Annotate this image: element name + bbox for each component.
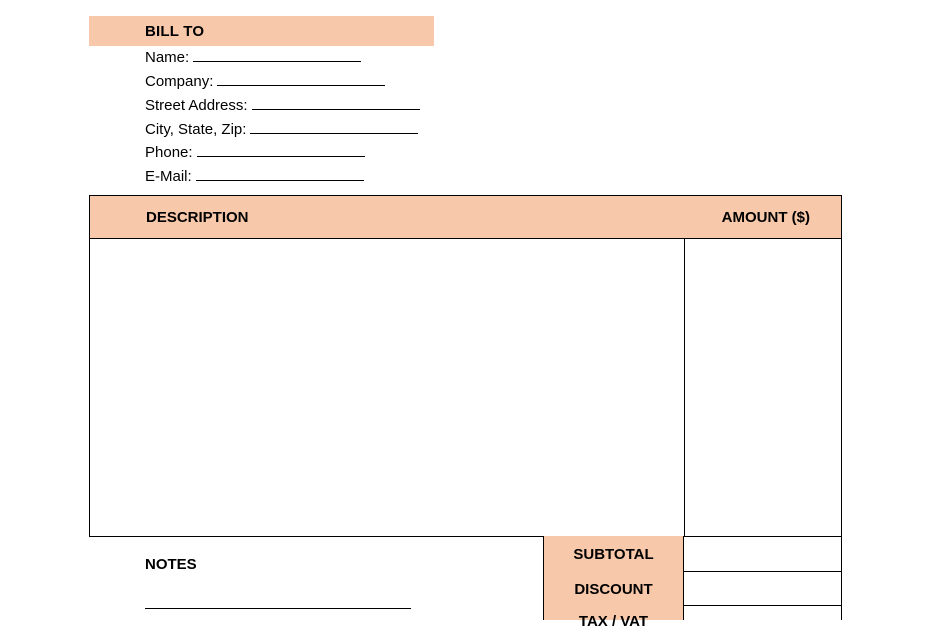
- tax-vat-value-cell[interactable]: [684, 606, 841, 626]
- city-state-zip-label: City, State, Zip:: [145, 121, 247, 138]
- totals-values-column: [684, 536, 842, 620]
- discount-value-cell[interactable]: [684, 572, 841, 606]
- bill-to-title: BILL TO: [145, 22, 205, 40]
- name-label: Name:: [145, 49, 190, 66]
- name-field: [145, 48, 361, 67]
- company-blank-line[interactable]: [217, 72, 385, 86]
- discount-label: DISCOUNT: [574, 581, 653, 598]
- company-field: [145, 72, 385, 91]
- subtotal-value-cell[interactable]: [684, 536, 841, 572]
- email-field: [145, 167, 364, 186]
- items-table-header: [90, 196, 841, 239]
- amount-header: AMOUNT ($): [721, 209, 810, 226]
- bill-to-header: [89, 16, 434, 46]
- phone-field: [145, 143, 365, 162]
- phone-blank-line[interactable]: [197, 143, 365, 157]
- tax-vat-label: TAX / VAT: [578, 613, 649, 630]
- phone-label: Phone:: [145, 144, 193, 161]
- items-table-column-divider: [684, 238, 685, 536]
- name-blank-line[interactable]: [193, 48, 361, 62]
- city-state-zip-field: [145, 120, 418, 139]
- notes-label: NOTES: [145, 556, 197, 573]
- street-address-blank-line[interactable]: [252, 96, 420, 110]
- email-blank-line[interactable]: [196, 167, 364, 181]
- street-address-label: Street Address:: [145, 97, 248, 114]
- company-label: Company:: [145, 73, 214, 90]
- totals-labels-column: [543, 536, 684, 630]
- email-label: E-Mail:: [145, 168, 192, 185]
- description-header: DESCRIPTION: [146, 209, 249, 226]
- city-state-zip-blank-line[interactable]: [250, 120, 418, 134]
- subtotal-label: SUBTOTAL: [573, 546, 654, 563]
- notes-blank-line[interactable]: [145, 608, 411, 609]
- items-table: [89, 195, 842, 537]
- street-address-field: [145, 96, 420, 115]
